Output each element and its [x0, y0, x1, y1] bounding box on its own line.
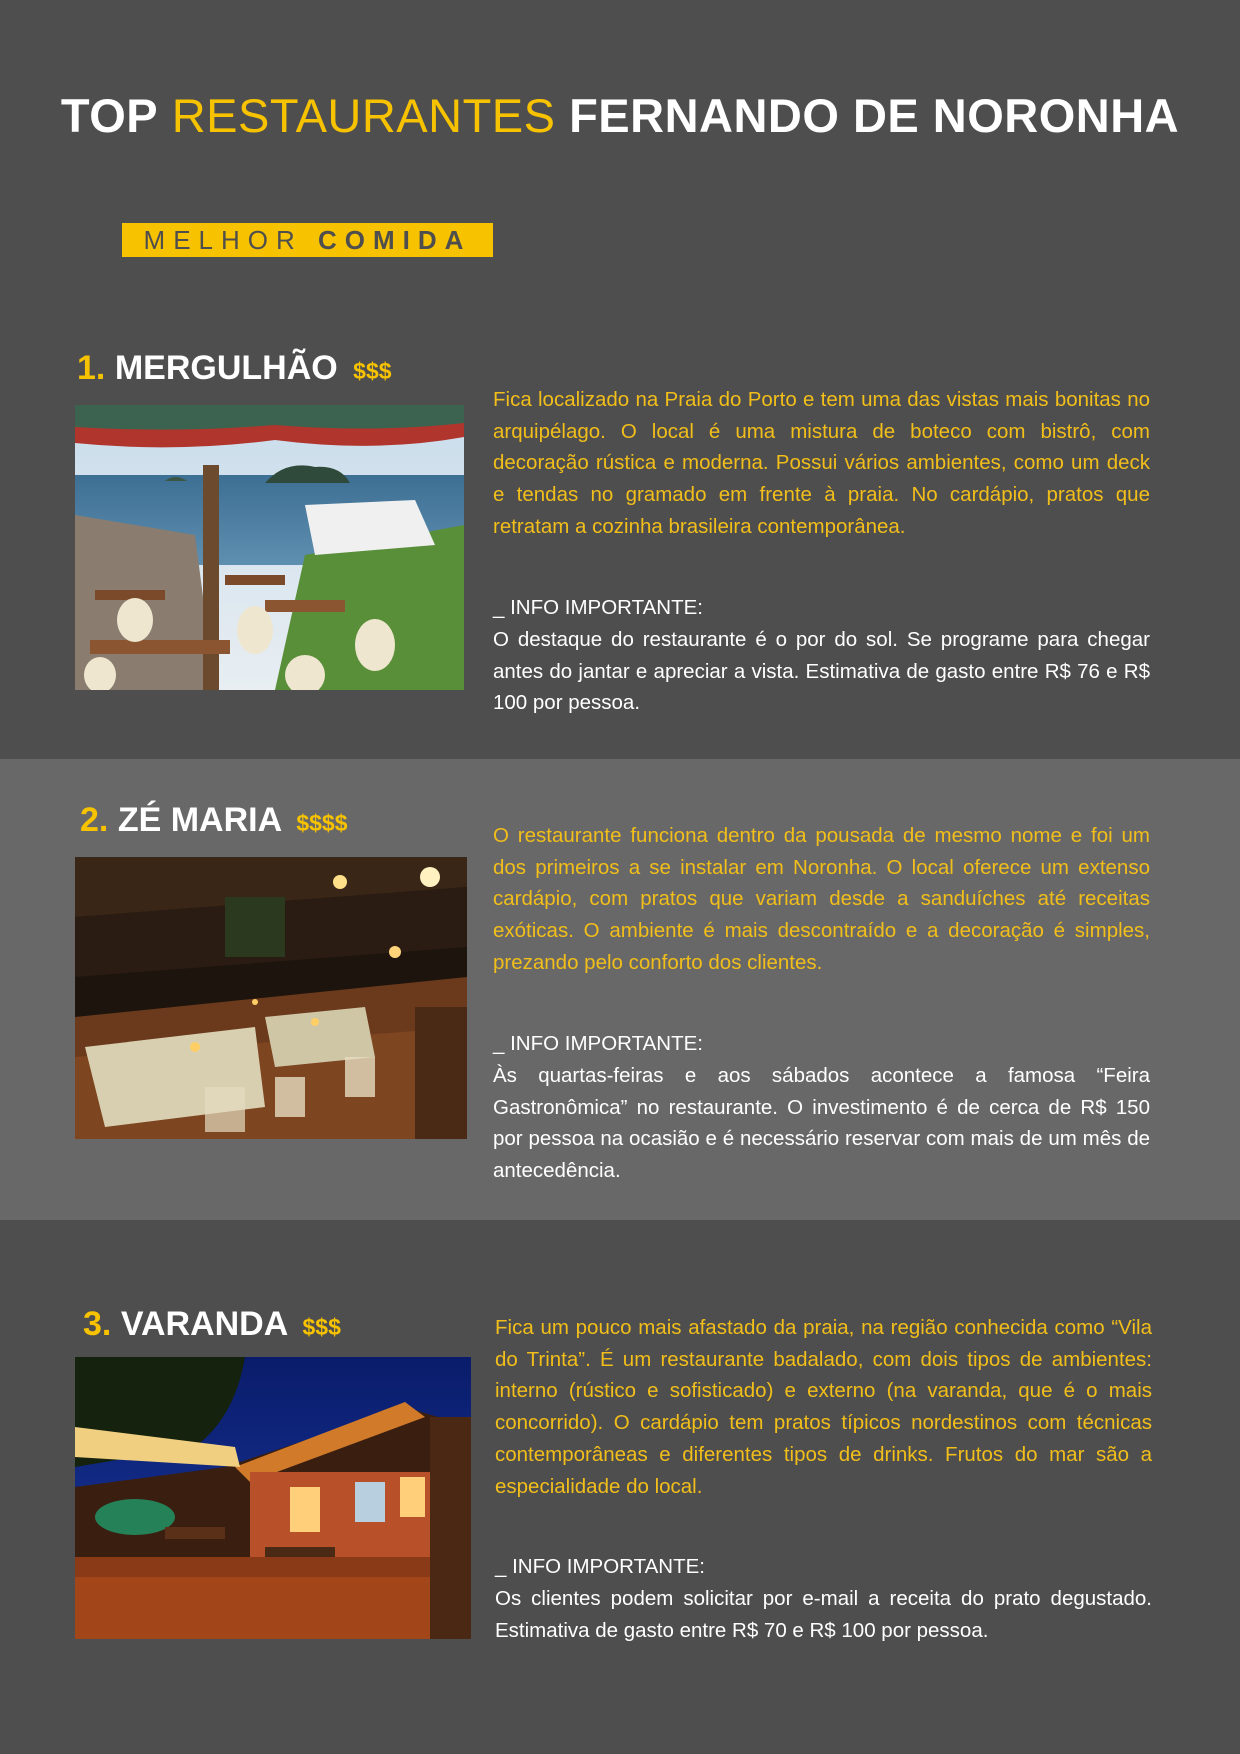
restaurant-2-info-label: _ INFO IMPORTANTE: [493, 1032, 703, 1055]
restaurant-3-price: $$$ [302, 1314, 341, 1340]
restaurant-1-photo [75, 405, 464, 690]
restaurant-3-heading [83, 1304, 341, 1347]
restaurant-1-info: O destaque do restaurante é o por do sol. Se programe para chegar antes do jantar e apreciar a vista. Estimativa de gasto entre R$ 76 e R$ 100 por pessoa. [493, 628, 1150, 715]
restaurant-1-name: MERGULHÃO [114, 349, 338, 387]
category-badge [122, 223, 493, 257]
title-part-3: FERNANDO DE NORONHA [569, 89, 1180, 142]
restaurant-3-name: VARANDA [120, 1305, 288, 1343]
restaurant-2-info: Às quartas-feiras e aos sábados acontece a famosa “Feira Gastronômica” no restaurante. O investimento é de cerca de R$ 150 por pessoa na ocasião e é necessário reservar com mais de um mês de antecedência. [493, 1064, 1150, 1183]
restaurant-3-number: 3. [83, 1305, 112, 1343]
title-part-1: TOP [60, 89, 159, 142]
restaurant-2-photo [75, 857, 467, 1139]
restaurant-3-description: Fica um pouco mais afastado da praia, na região conhecida como “Vila do Trinta”. É um restaurante badalado, com dois tipos de ambientes: interno (rústico e sofisticado) e externo (na varanda, que é o mais concorrido). O cardápio tem pratos típicos nordestinos com técnicas contemporâneas e diferentes tipos de drinks. Frutos do mar são a especialidade do local. [495, 1316, 1152, 1498]
restaurant-1-number: 1. [77, 349, 106, 387]
title-part-2: RESTAURANTES [171, 89, 556, 142]
restaurant-2-description: O restaurante funciona dentro da pousada de mesmo nome e foi um dos primeiros a se instalar em Noronha. O local oferece um extenso cardápio, com pratos que variam desde a sanduíches até receitas exóticas. O ambiente é mais descontraído e a decoração é simples, prezando pelo conforto dos clientes. [493, 824, 1150, 974]
restaurant-1-description: Fica localizado na Praia do Porto e tem uma das vistas mais bonitas no arquipélago. O local é uma mistura de boteco com bistrô, com decoração rústica e moderna. Possui vários ambientes, como um deck e tendas no gramado em frente à praia. No cardápio, pratos que retratam a cozinha brasileira contemporânea. [493, 388, 1150, 538]
restaurant-3-info: Os clientes podem solicitar por e-mail a receita do prato degustado. Estimativa de gasto entre R$ 70 e R$ 100 por pessoa. [495, 1587, 1152, 1642]
restaurant-2-number: 2. [80, 801, 109, 839]
restaurant-3-info-label: _ INFO IMPORTANTE: [495, 1555, 705, 1578]
restaurant-1-heading [77, 348, 392, 391]
restaurant-1-info-label: _ INFO IMPORTANTE: [493, 596, 703, 619]
restaurant-2-heading [80, 800, 348, 843]
restaurant-2-name: ZÉ MARIA [117, 801, 281, 839]
restaurant-3-photo [75, 1357, 471, 1639]
restaurant-2-price: $$$$ [296, 810, 348, 836]
badge-part-2: COMIDA [318, 225, 472, 255]
page-title [0, 88, 1240, 144]
badge-part-1: MELHOR [143, 225, 303, 255]
restaurant-1-price: $$$ [353, 358, 392, 384]
